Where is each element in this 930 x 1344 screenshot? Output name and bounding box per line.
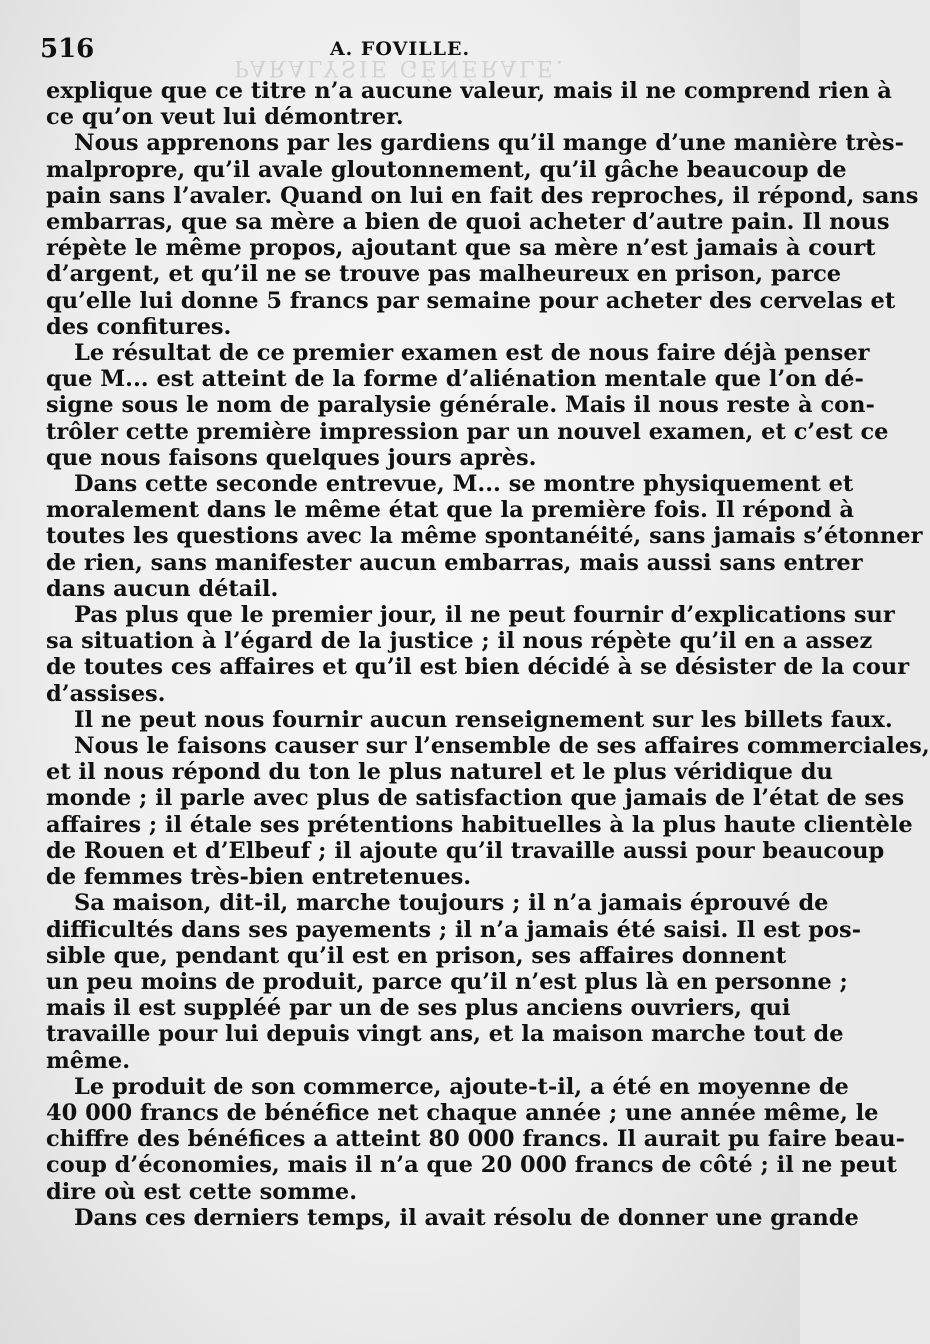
text-line: que M... est atteint de la forme d’aliénation mentale que l’on dé- [46, 366, 864, 393]
text-line: Dans ces derniers temps, il avait résolu de donner une grande [74, 1204, 859, 1231]
text-line: signe sous le nom de paralysie générale. Mais il nous reste à con- [46, 392, 875, 419]
text-line: 40 000 francs de bénéfice net chaque année ; une année même, le [46, 1099, 879, 1126]
text-line: dans aucun détail. [46, 575, 279, 602]
text-line: Le produit de son commerce, ajoute-t-il, a été en moyenne de [74, 1073, 849, 1100]
text-line: travaille pour lui depuis vingt ans, et la maison marche tout de [46, 1021, 844, 1048]
text-line: d’argent, et qu’il ne se trouve pas malheureux en prison, parce [46, 261, 842, 288]
text-line: Nous le faisons causer sur l’ensemble de ses affaires commerciales, [74, 733, 930, 760]
page-number: 516 [40, 34, 95, 64]
text-line: toutes les questions avec la même spontanéité, sans jamais s’étonner [46, 523, 923, 550]
text-line: un peu moins de produit, parce qu’il n’est plus là en personne ; [46, 968, 848, 995]
running-head: A. FOVILLE. [329, 38, 471, 60]
text-line: sible que, pendant qu’il est en prison, ses affaires donnent [46, 942, 787, 969]
bleed-through-text: PARALYSIE GÉNÉRALE. [234, 55, 566, 80]
text-line: des confitures. [46, 313, 232, 340]
text-line: de toutes ces affaires et qu’il est bien décidé à se désister de la cour [46, 654, 910, 681]
text-line: de rien, sans manifester aucun embarras, mais aussi sans entrer [46, 549, 863, 576]
body-text [46, 78, 930, 1231]
page-header [40, 30, 760, 70]
text-line: Sa maison, dit-il, marche toujours ; il n’a jamais éprouvé de [74, 890, 829, 917]
text-line: coup d’économies, mais il n’a que 20 000 francs de côté ; il ne peut [46, 1152, 897, 1179]
text-line: embarras, que sa mère a bien de quoi acheter d’autre pain. Il nous [46, 209, 890, 236]
text-line: de femmes très-bien entretenues. [46, 864, 472, 891]
text-line: malpropre, qu’il avale gloutonnement, qu’il gâche beaucoup de [46, 156, 847, 183]
text-line: sa situation à l’égard de la justice ; il nous répète qu’il en a assez [46, 628, 873, 655]
text-line: Pas plus que le premier jour, il ne peut fournir d’explications sur [74, 602, 895, 629]
text-line: trôler cette première impression par un nouvel examen, et c’est ce [46, 418, 889, 445]
text-line: Il ne peut nous fournir aucun renseignement sur les billets faux. [74, 706, 893, 733]
text-line: d’assises. [46, 680, 166, 707]
text-line: ce qu’on veut lui démontrer. [46, 104, 404, 131]
text-line: répète le même propos, ajoutant que sa mère n’est jamais à court [46, 235, 876, 262]
text-line: Nous apprenons par les gardiens qu’il mange d’une manière très- [74, 130, 904, 157]
text-line: que nous faisons quelques jours après. [46, 444, 537, 471]
text-line: monde ; il parle avec plus de satisfaction que jamais de l’état de ses [46, 785, 905, 812]
text-line: dire où est cette somme. [46, 1178, 358, 1205]
text-line: Le résultat de ce premier examen est de nous faire déjà penser [74, 340, 870, 367]
text-line: explique que ce titre n’a aucune valeur, mais il ne comprend rien à [46, 78, 892, 104]
text-line: même. [46, 1047, 131, 1074]
text-line: chiffre des bénéfices a atteint 80 000 francs. Il aurait pu faire beau- [46, 1126, 905, 1153]
text-line: moralement dans le même état que la première fois. Il répond à [46, 497, 854, 524]
text-line: qu’elle lui donne 5 francs par semaine pour acheter des cervelas et [46, 287, 896, 314]
text-line: mais il est suppléé par un de ses plus anciens ouvriers, qui [46, 995, 791, 1022]
text-line: Dans cette seconde entrevue, M... se montre physiquement et [74, 471, 854, 498]
text-line: difficultés dans ses payements ; il n’a jamais été saisi. Il est pos- [46, 916, 862, 943]
text-line: pain sans l’avaler. Quand on lui en fait des reproches, il répond, sans [46, 182, 919, 209]
text-line: de Rouen et d’Elbeuf ; il ajoute qu’il travaille aussi pour beaucoup [46, 837, 885, 864]
text-line: affaires ; il étale ses prétentions habituelles à la plus haute clientèle [46, 811, 913, 838]
text-line: et il nous répond du ton le plus naturel et le plus véridique du [46, 759, 833, 786]
